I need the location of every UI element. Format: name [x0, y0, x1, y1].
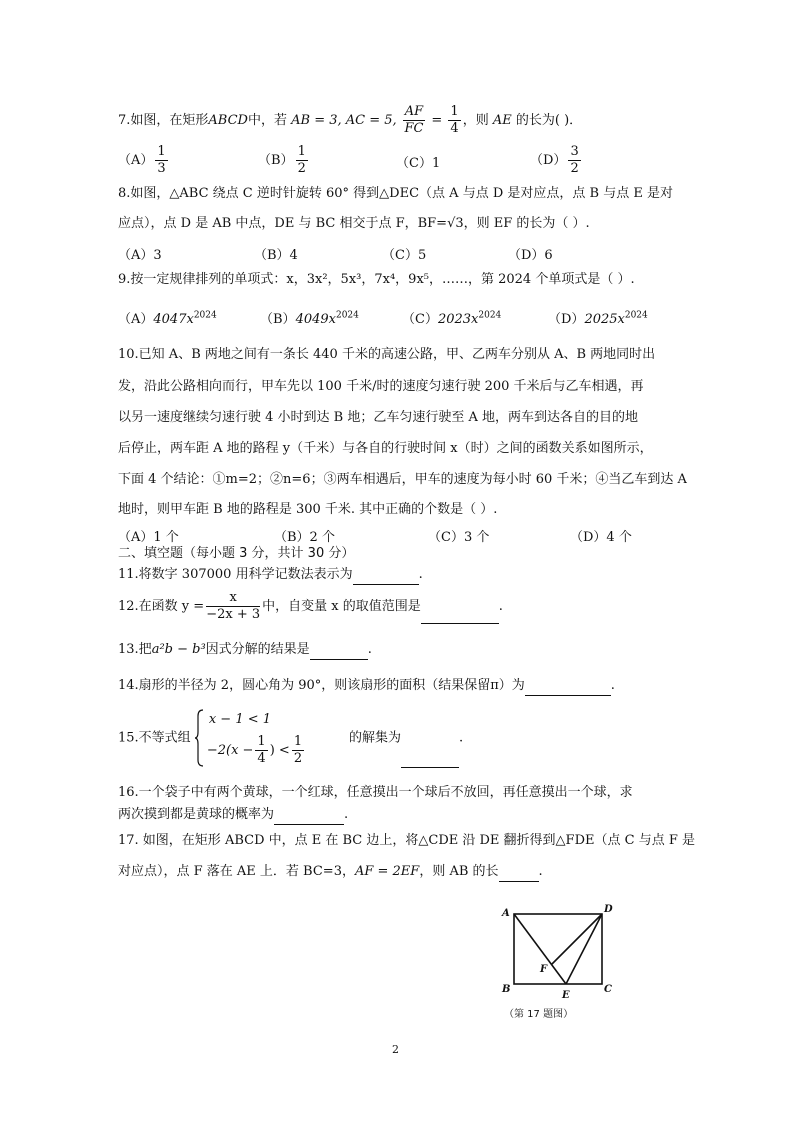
q10-option-d[interactable]: （D）4 个 — [570, 530, 632, 545]
q17-answer-blank[interactable] — [499, 867, 539, 882]
q10-option-c[interactable]: （C）3 个 — [428, 530, 490, 545]
q15: 15.不等式组 x − 1 < 1 −2(x − $\frac{1}{4}$ ) < $\frac{1}{2}$ 的解集为 . — [118, 708, 463, 768]
segment-df — [552, 914, 602, 964]
q7-cond: AB = 3, AC = 5, — [291, 113, 397, 128]
q12: 12.在函数 y = $\frac{x}{-2x + 3}$ 中，自变量 x 的取值范围是 . — [118, 590, 503, 622]
q9-option-b[interactable]: $(B)4049x^{2024}$ — [260, 310, 359, 327]
q12-answer-blank[interactable] — [421, 609, 499, 624]
q7-ratio: $\frac{AF}{FC}$ — [404, 104, 424, 136]
q10-line: 地时，则甲车距 B 地的路程是 300 千米. 其中正确的个数是（ ）. — [118, 502, 498, 517]
q14: 14.扇形的半径为 2，圆心角为 90°，则该扇形的面积（结果保留π）为 . — [118, 676, 615, 696]
q8-option-d[interactable]: （D）6 — [508, 248, 553, 263]
q8-option-a[interactable]: （A）3 — [118, 248, 162, 263]
q7-mid: 中，若 — [247, 113, 287, 128]
q8-option-c[interactable]: （C）5 — [382, 248, 427, 263]
q10-option-b[interactable]: （B）2 个 — [274, 530, 335, 545]
q11-answer-blank[interactable] — [353, 570, 419, 585]
section-heading: 二、填空题（每小题 3 分，共计 30 分） — [118, 546, 355, 561]
q15-system: x − 1 < 1 −2(x − $\frac{1}{4}$ ) < $\frac{1}{2}$ — [195, 708, 345, 768]
q10-line: 10.已知 A、B 两地之间有一条长 440 千米的高速公路，甲、乙两车分别从 A、B 两地同时出 — [118, 347, 656, 362]
q10-line: 以另一速度继续匀速行驶 4 小时到达 B 地；乙车匀速行驶至 A 地，两车到达各自的目的地 — [118, 410, 639, 425]
q7-target: AE — [492, 113, 512, 128]
label-d: D — [604, 904, 613, 915]
q14-answer-blank[interactable] — [525, 681, 611, 696]
q7-prefix: 7.如图，在矩形 — [118, 113, 209, 128]
q13: 13.把a²b − b³因式分解的结果是 . — [118, 640, 372, 660]
q13-answer-blank[interactable] — [310, 645, 368, 660]
q9-options — [118, 308, 678, 332]
label-b: B — [502, 984, 511, 995]
q8-line1: 8.如图，△ABC 绕点 C 逆时针旋转 60° 得到△DEC（点 A 与点 D 是对应点，点 B 与点 E 是对 — [118, 186, 673, 201]
q8-option-b[interactable]: （B）4 — [254, 248, 298, 263]
label-c: C — [604, 984, 612, 995]
q7-option-c[interactable]: （C）1 — [396, 156, 441, 171]
segment-de — [566, 914, 602, 984]
brace-icon — [195, 708, 205, 768]
page-number: 2 — [392, 1043, 399, 1056]
label-f: F — [540, 964, 548, 975]
label-e: E — [562, 990, 570, 1001]
q17-figure — [498, 902, 622, 1024]
q17-line1: 17. 如图，在矩形 ABCD 中，点 E 在 BC 边上，将△CDE 沿 DE 翻折得到△FDE（点 C 与点 F 是 — [118, 833, 695, 848]
q17-line2: 对应点），点 F 落在 AE 上．若 BC=3，AF = 2EF，则 AB 的长 . — [118, 862, 543, 882]
q12-fraction: $\frac{x}{-2x + 3}$ — [206, 590, 261, 622]
q7-rect: ABCD — [208, 113, 248, 128]
q7-option-d[interactable]: （D） $\frac{3}{2}$ — [530, 144, 579, 176]
q15-answer-blank[interactable] — [401, 753, 459, 768]
q8-line2: 应点），点 D 是 AB 中点，DE 与 BC 相交于点 F，BF=√3，则 EF 的长为（ ）. — [118, 216, 590, 231]
q16-line2: 两次摸到都是黄球的概率为 . — [118, 805, 348, 825]
q7-ratio-value: $\frac{1}{4}$ — [450, 104, 459, 136]
figure-caption: （第 17 题图） — [504, 1009, 574, 1020]
q9-option-d[interactable]: $(D)2025x^{2024}$ — [548, 310, 648, 327]
q7-stem: 7.如图，在矩形ABCD中，若 AB = 3, AC = 5, $\frac{AF}{FC}$ = $\frac{1}{4}$ ，则 AE 的长为( )． — [118, 104, 583, 136]
label-a: A — [502, 908, 510, 919]
q7-option-a[interactable]: （A） $\frac{1}{3}$ — [118, 144, 166, 176]
q7-option-b[interactable]: （B） $\frac{1}{2}$ — [258, 144, 306, 176]
q10-line: 后停止，两车距 A 地的路程 y（千米）与各自的行驶时间 x（时）之间的函数关系如图所示， — [118, 441, 653, 456]
q8-options — [118, 244, 678, 268]
q16-answer-blank[interactable] — [274, 810, 344, 825]
q10-line: 发，沿此公路相向而行，甲车先以 100 千米/时的速度匀速行驶 200 千米后与乙车相遇，再 — [118, 379, 644, 394]
q7-options — [118, 144, 678, 180]
q10-line: 下面 4 个结论：①m=2；②n=6；③两车相遇后，甲车的速度为每小时 60 千米；④当乙车到达 A — [118, 472, 687, 487]
q9-option-c[interactable]: $(C)2023x^{2024}$ — [402, 310, 502, 327]
q9-stem: 9.按一定规律排列的单项式：x，3x²，5x³，7x⁴，9x⁵，……，第 2024 个单项式是（ ）. — [118, 272, 635, 287]
q9-option-a[interactable]: $(A)4047x^{2024}$ — [118, 310, 217, 327]
q10-option-a[interactable]: （A）1 个 — [118, 530, 179, 545]
q11: 11.将数字 307000 用科学记数法表示为 . — [118, 565, 423, 585]
q16-line1: 16.一个袋子中有两个黄球，一个红球，任意摸出一个球后不放回，再任意摸出一个球，求 — [118, 785, 633, 800]
